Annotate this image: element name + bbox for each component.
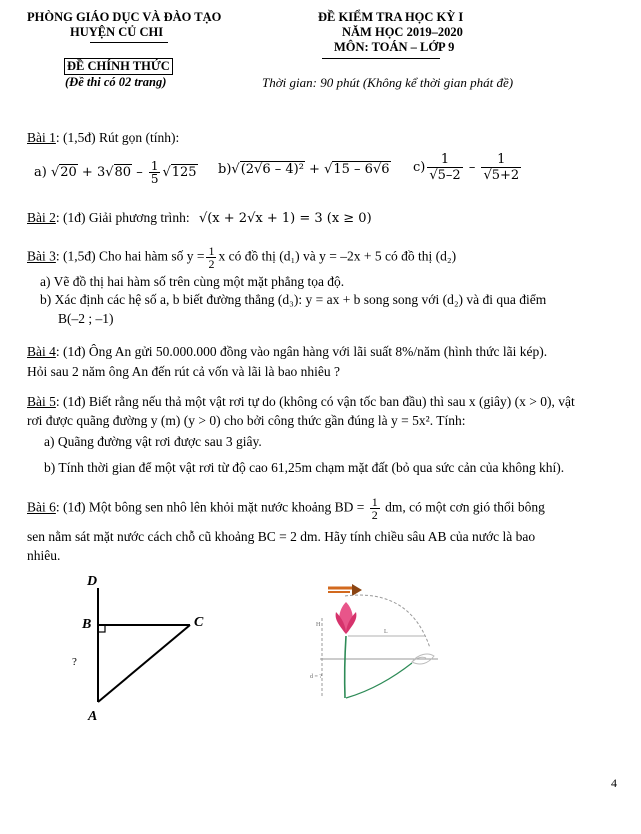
bai3-text-end: x có đồ thị (d₁) và y = –2x + 5 có đồ thị (d₂) <box>218 248 457 264</box>
wind-arrow-icon <box>328 584 362 596</box>
bai3-a: a) Vẽ đồ thị hai hàm số trên cùng một mặt phẳng tọa độ. <box>40 274 345 289</box>
bai1-points: : (1,5đ) Rút gọn (tính): <box>55 130 180 145</box>
school-year: NĂM HỌC 2019–2020 <box>342 25 463 39</box>
label-C: C <box>194 615 204 630</box>
pages-note: (Đề thi có 02 trang) <box>65 75 167 89</box>
frac-1-2-bai3: $\frac{1}{2}$ <box>208 244 215 271</box>
bai4-line1 <box>27 342 547 362</box>
label-L: L <box>384 629 388 635</box>
bai2-text: : (1đ) Giải phương trình: <box>55 210 190 225</box>
bai1-a: a) √20 + 3√80 – $\frac{1}{5}$ √125 <box>34 159 197 186</box>
bai6-line2: sen nằm sát mặt nước cách chỗ cũ khoảng BC = 2 dm. Hãy tính chiều sâu AB của nước là bao <box>27 529 536 544</box>
label-A: A <box>88 709 98 724</box>
header-divider-right <box>322 58 440 59</box>
bai6-line1 <box>27 496 545 521</box>
bai6-text1: : (1đ) Một bông sen nhô lên khỏi mặt nước khoảng BD = <box>55 499 365 515</box>
bai5-a: a) Quãng đường vật rơi được sau 3 giây. <box>44 434 262 449</box>
label-H: H <box>316 622 321 628</box>
bai4-line2: Hỏi sau 2 năm ông An đến rút cả vốn và lãi là bao nhiêu ? <box>27 364 341 379</box>
bai4-text1: : (1đ) Ông An gửi 50.000.000 đồng vào ngân hàng với lãi suất 8%/năm (hình thức lãi kép). <box>55 344 548 359</box>
bai1-c: c) $\frac{1}{√5-2}$ – $\frac{1}{√5+2}$ <box>413 152 520 183</box>
district-name: HUYỆN CỦ CHI <box>70 25 164 39</box>
bai2-title: Bài 2 <box>27 210 56 225</box>
bai5-line2: rơi được quãng đường y (m) (y > 0) cho bởi công thức gần đúng là y = 5x². Tính: <box>27 413 466 428</box>
bai5-title: Bài 5 <box>27 394 56 409</box>
frac-1-5: $\frac{1}{5}$ <box>150 159 159 186</box>
bai4-title: Bài 4 <box>27 344 56 359</box>
official-badge: ĐỀ CHÍNH THỨC <box>64 58 173 75</box>
bai1-b-label: b) <box>218 162 232 177</box>
bai1-title: Bài 1 <box>27 130 56 145</box>
bai3-b-line2: B(–2 ; –1) <box>58 311 114 326</box>
label-d: d = ? <box>310 674 323 680</box>
triangle-figure <box>60 570 220 730</box>
bent-stem <box>346 663 412 698</box>
label-question: ? <box>72 656 77 668</box>
bai5-line1 <box>27 392 575 412</box>
bai6-text1-end: dm, có một cơn gió thổi bông <box>385 499 545 515</box>
bai5-b: b) Tính thời gian để một vật rơi từ độ cao 61,25m chạm mặt đất (bỏ qua sức cản của không khí). <box>44 460 565 475</box>
lotus-flower-icon <box>336 602 357 634</box>
bai1-b: b)√(2√6 – 4)² + √15 – 6√6 <box>218 162 390 177</box>
bai1-heading <box>27 128 179 148</box>
bai1-a-label: a) <box>34 165 47 180</box>
bai6-line3: nhiêu. <box>27 548 61 563</box>
right-angle-mark <box>98 625 105 632</box>
arc-path <box>345 595 430 648</box>
bai3-text-start: : (1,5đ) Cho hai hàm số y = <box>55 248 205 264</box>
bai5-text1: : (1đ) Biết rằng nếu thả một vật rơi tự do (không có vận tốc ban đầu) thì sau x (giây) (x > 0), vật <box>55 394 575 409</box>
bai3-heading <box>27 245 456 270</box>
lotus-figure <box>300 578 440 708</box>
header-divider-left <box>90 42 168 43</box>
stem <box>345 636 346 698</box>
bai3-title: Bài 3 <box>27 248 56 264</box>
bai3-b-line1: b) Xác định các hệ số a, b biết đường thẳng (d₃): y = ax + b song song với (d₂) và đi qua điểm <box>40 292 547 307</box>
subject: MÔN: TOÁN – LỚP 9 <box>334 40 455 54</box>
label-D: D <box>87 574 98 589</box>
label-B: B <box>82 617 92 632</box>
segment-CA <box>98 625 190 702</box>
bai2 <box>27 208 372 229</box>
bai1-c-label: c) <box>413 160 426 175</box>
bai2-equation: √(x + 2√x + 1) = 3 (x ≥ 0) <box>198 211 372 226</box>
exam-title: ĐỀ KIỂM TRA HỌC KỲ I <box>318 10 464 24</box>
frac-1-2-bai6: $\frac{1}{2}$ <box>371 495 378 522</box>
bai6-title: Bài 6 <box>27 499 56 515</box>
page-number: 4 <box>611 776 617 790</box>
time-note: Thời gian: 90 phút (Không kể thời gian phát đề) <box>262 75 514 90</box>
dept-name: PHÒNG GIÁO DỤC VÀ ĐÀO TẠO <box>27 10 222 24</box>
